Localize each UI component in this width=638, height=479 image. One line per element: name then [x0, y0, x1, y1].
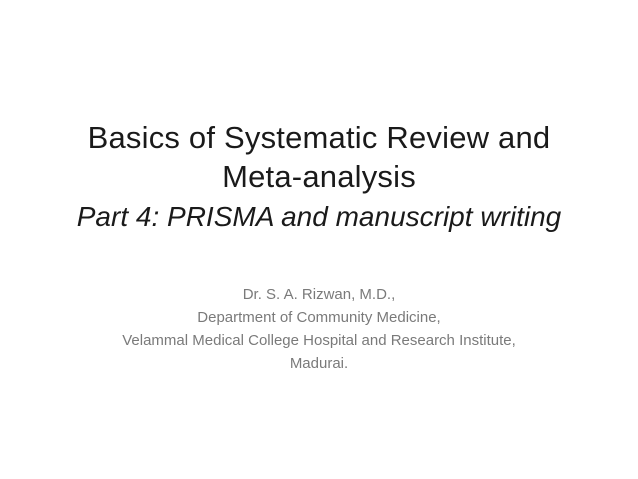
title-block — [0, 118, 638, 236]
author-institution: Velammal Medical College Hospital and Research Institute, — [122, 332, 516, 349]
author-city: Madurai. — [289, 355, 349, 372]
slide-title-line-1: Basics of Systematic Review and — [87, 120, 551, 155]
author-block — [0, 283, 638, 375]
author-name: Dr. S. A. Rizwan, M.D., — [242, 286, 396, 303]
author-department: Department of Community Medicine, — [197, 309, 441, 326]
slide-subtitle: Part 4: PRISMA and manuscript writing — [76, 201, 562, 232]
slide-title-line-2: Meta-analysis — [222, 159, 416, 194]
